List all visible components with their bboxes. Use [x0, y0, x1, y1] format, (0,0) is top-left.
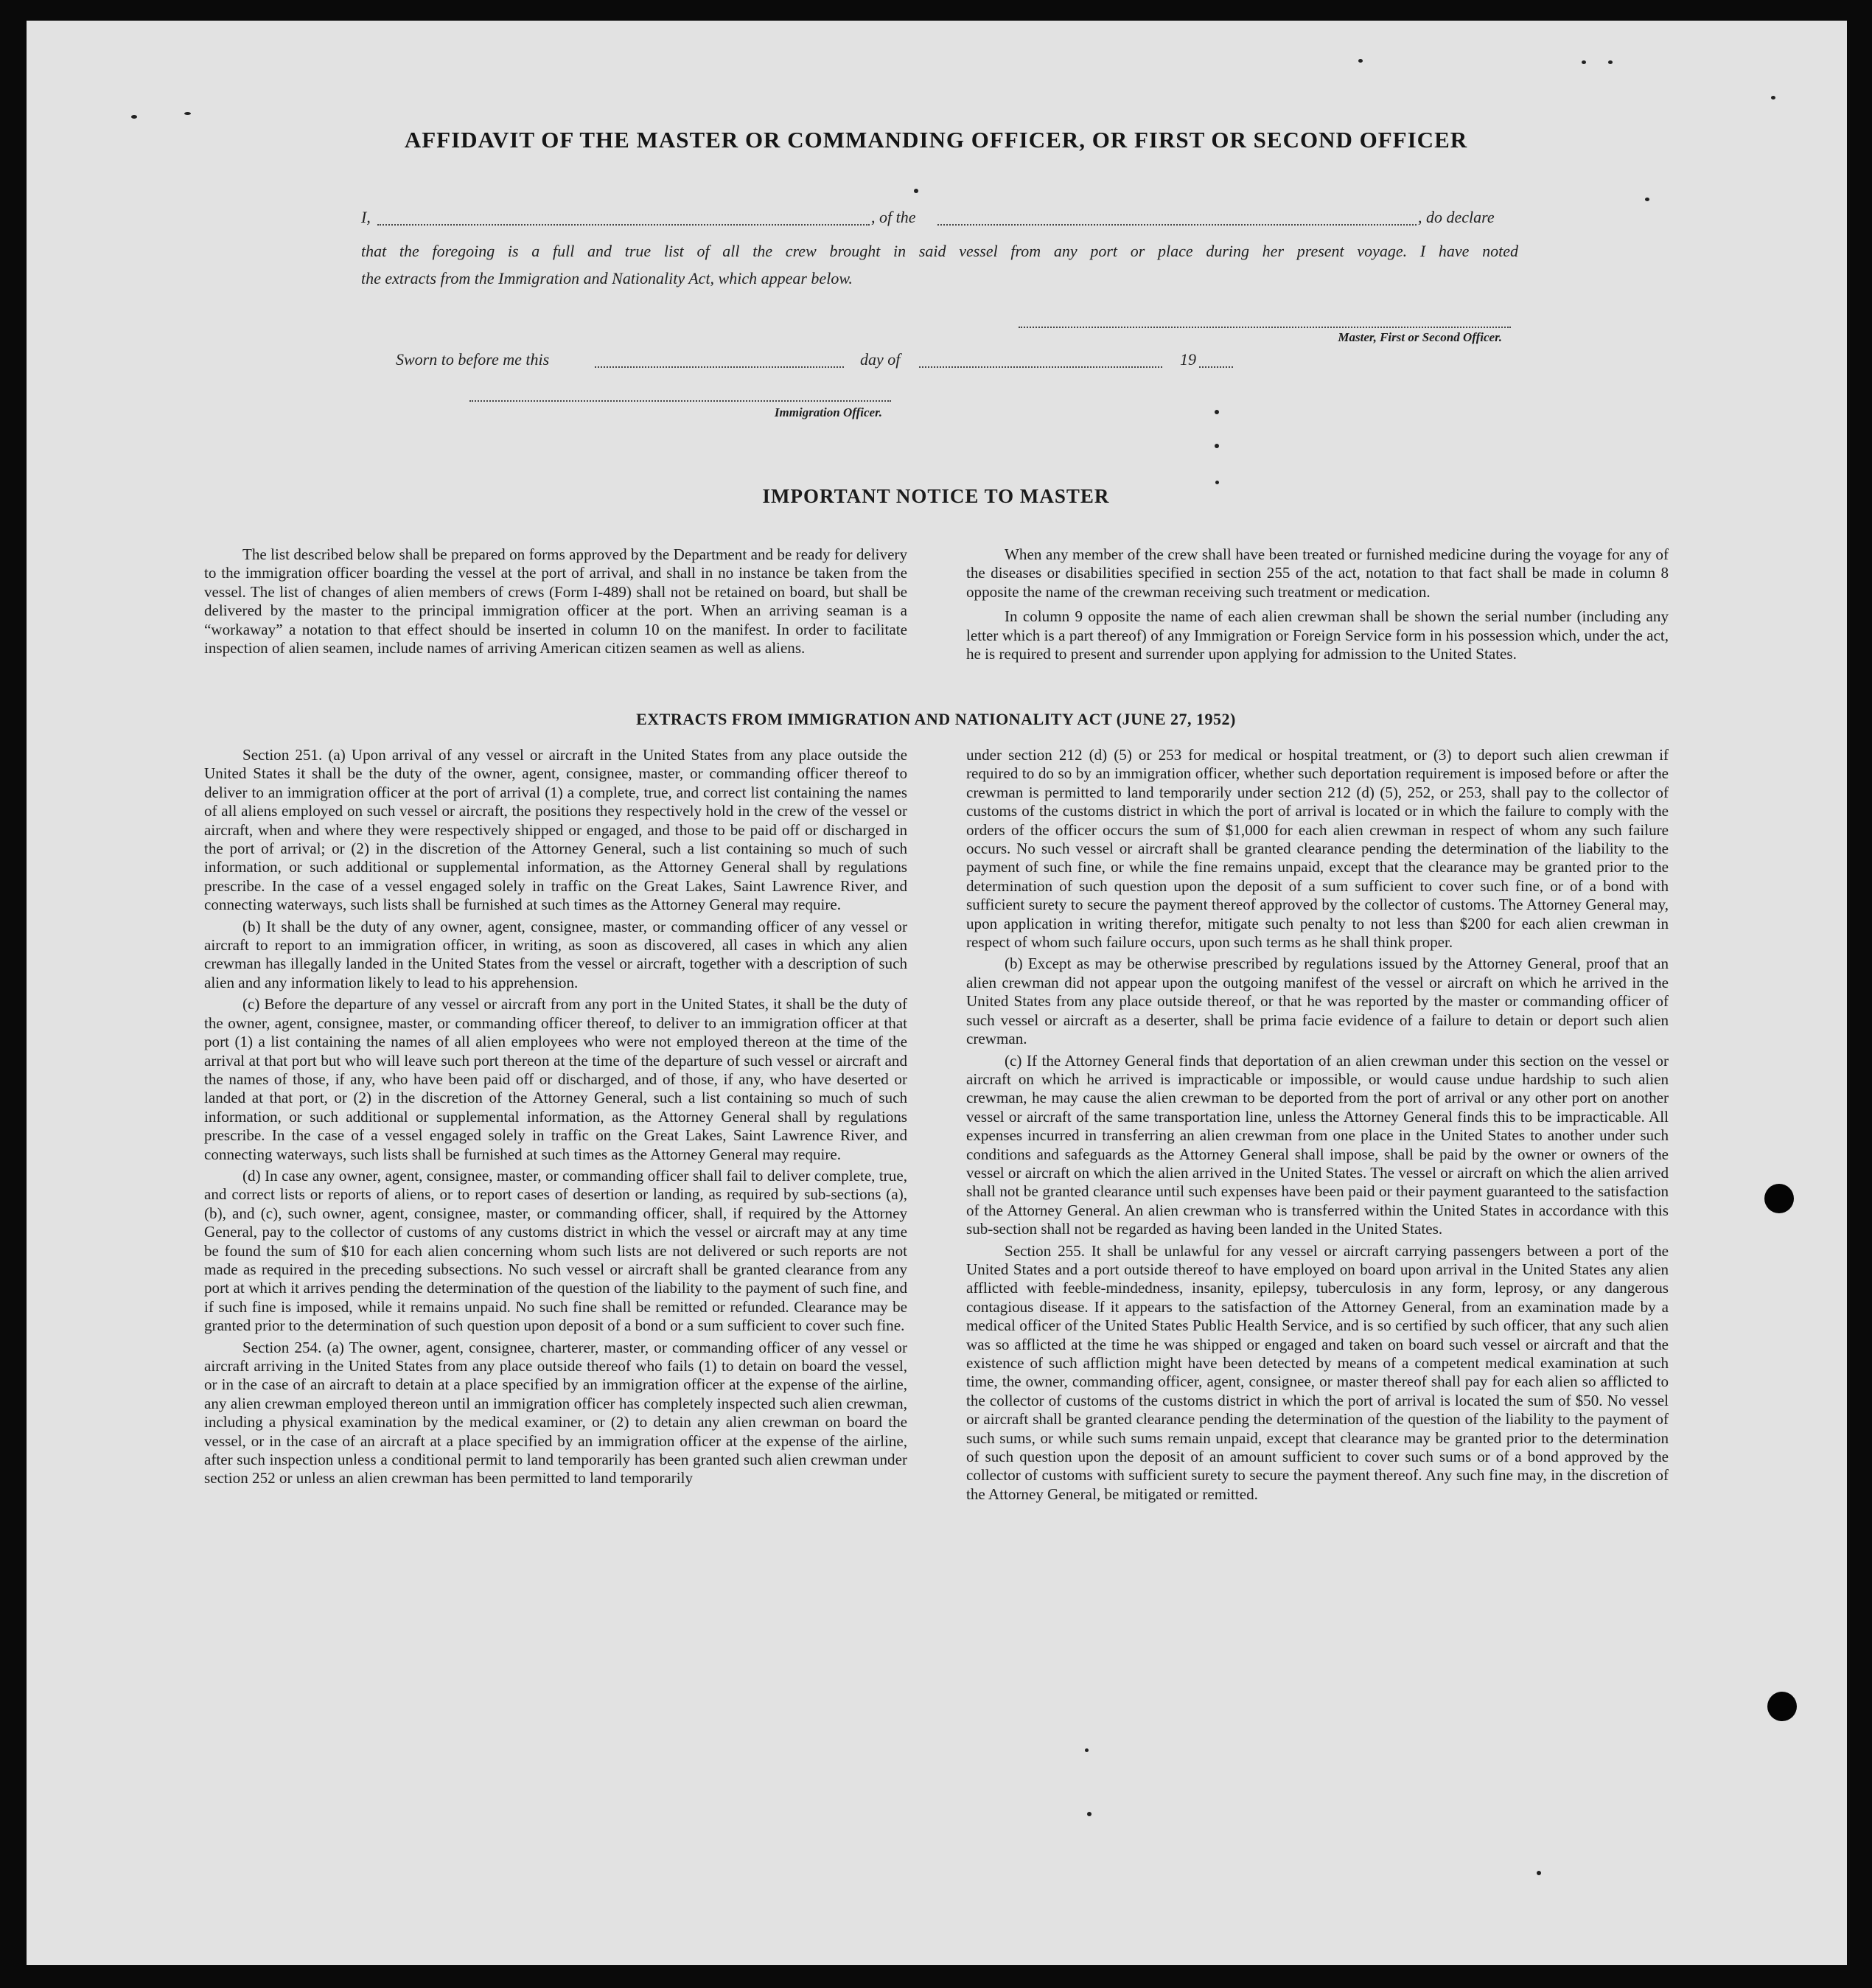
day-of-label: day of [860, 350, 901, 369]
affidavit-title: AFFIDAVIT OF THE MASTER OR COMMANDING OFFICER, OR FIRST OR SECOND OFFICER [404, 127, 1468, 153]
master-signature-line[interactable] [1019, 327, 1511, 328]
notice-left-paragraph: The list described below shall be prepared on forms approved by the Department and be ready for delivery to the immigration officer boarding the vessel at the port of arrival, and shall in no instance be taken from the vessel. The list of changes of alien members of crews (Form I-489) shall not be retained on board, but shall be delivered by the master to the principal immigration officer at the port. When an arriving seaman is a “workaway” a notation to that effect should be inserted in column 10 on the manifest. In order to facilitate inspection of alien seamen, include names of arriving American citizen seamen as well as aliens. [204, 545, 907, 658]
scan-speck [914, 189, 918, 193]
sworn-year-field[interactable] [1199, 366, 1233, 368]
section-251-a: Section 251. (a) Upon arrival of any vessel or aircraft in the United States from any place outside the United States it shall be the duty of the owner, agent, consignee, master, or commanding officer thereof to deliver to an immigration officer at the port of arrival (1) a complete, true, and correct list containing the names of all aliens employed on such vessel or aircraft, the positions they respectively hold in the crew of the vessel or aircraft, when and where they were respectively shipped or engaged, and those to be paid off or discharged in the port of arrival; or (2) in the discretion of the Attorney General, such a list containing so much of such information, or such additional or supplemental information, as the Attorney General shall by regulations prescribe. In the case of a vessel engaged solely in traffic on the Great Lakes, Saint Lawrence River, and connecting waterways, such lists shall be furnished at such times as the Attorney General may require. [204, 746, 907, 914]
sworn-month-field[interactable] [919, 366, 1162, 368]
notice-right-paragraph-2: In column 9 opposite the name of each alien crewman shall be shown the serial number (including any letter which is a part thereof) of any Immigration or Foreign Service form in his possession which, under the act, he is required to present and surrender upon applying for admission to the United States. [966, 607, 1669, 663]
sworn-label: Sworn to before me this [396, 350, 550, 369]
affidavit-statement [361, 237, 1518, 292]
scan-speck [1645, 198, 1649, 201]
affidavit-declare-line [361, 208, 1518, 231]
sworn-line [396, 350, 1236, 374]
section-251-c: (c) Before the departure of any vessel or aircraft from any port in the United States, it shall be the duty of the owner, agent, consignee, master, or commanding officer thereof, to deliver to an immigration officer at that port (1) a list containing the names of all alien employees who were not employed thereon at the time of the arrival at that port but who will leave such port thereon at the time of the departure of such vessel or aircraft and the names of those, if any, who have been paid off or discharged, and of those, if any, who have deserted or landed at that port, or (2) in the discretion of the Attorney General, such a list containing so much of such information, or such additional or supplemental information, as the Attorney General shall by regulations prescribe. In the case of a vessel engaged solely in traffic on the Great Lakes, Saint Lawrence River, and connecting waterways, such lists shall be furnished at such times as the Attorney General may require. [204, 995, 907, 1163]
scan-speck [1215, 444, 1219, 448]
scan-speck [184, 112, 191, 115]
section-251-b: (b) It shall be the duty of any owner, agent, consignee, master, or commanding officer of any vessel or aircraft to report to an immigration officer, in writing, as soon as discovered, all cases in which any alien crewman has illegally landed in the United States from the vessel or aircraft, together with a description of such alien and any information likely to lead to his apprehension. [204, 917, 907, 991]
section-254-a-continued: under section 212 (d) (5) or 253 for medical or hospital treatment, or (3) to deport such alien crewman if required to do so by an immigration officer, whether such deportation requirement is imposed before or after the crewman is permitted to land temporarily under section 212 (d) (5), 252, or 253, shall pay to the collector of customs of the customs district in which the port of arrival is located or in which the failure to comply with the orders of the officer occurs the sum of $1,000 for each alien crewman in respect of whom any such failure occurs. No such vessel or aircraft shall be granted clearance pending the determination of the liability to the payment of such fine, or while the fine remains unpaid, except that the clearance may be granted prior to the determination of such question upon the deposit of a sum sufficient to cover such fine, or of a bond with sufficient surety to secure the payment thereof approved by the collector of customs. The Attorney General may, upon application in writing therefor, mitigate such penalty to not less than $200 for each alien crewman in respect of whom such failure occurs, upon such terms as he shall think proper. [966, 746, 1669, 952]
extracts-title: EXTRACTS FROM IMMIGRATION AND NATIONALITY ACT (JUNE 27, 1952) [636, 710, 1236, 728]
punch-hole-upper [1764, 1184, 1794, 1213]
notice-right-column [966, 545, 1669, 666]
statement-line-1: that the foregoing is a full and true list of all the crew brought in said vessel from any port or place during her present voyage. I have noted [361, 242, 1518, 260]
sworn-day-field[interactable] [595, 366, 844, 368]
i-label: I, [361, 208, 371, 226]
section-254-b: (b) Except as may be otherwise prescribed by regulations issued by the Attorney General, proof that an alien crewman did not appear upon the outgoing manifest of the vessel or aircraft on which he arrived in the United States from any place outside thereof, or that he was reported by the master or commanding officer of such vessel or aircraft as a deserter, shall be prima facie evidence of a failure to detain or deport such alien crewman. [966, 955, 1669, 1048]
scan-speck [1582, 60, 1586, 64]
immigration-officer-signature-line[interactable] [469, 400, 891, 402]
punch-hole-lower [1767, 1692, 1797, 1721]
section-254-c: (c) If the Attorney General finds that deportation of an alien crewman under this section on the vessel or aircraft on which he arrived is impracticable or impossible, or would cause undue hardship to such alien crewman, he may cause the alien crewman to be deported from the port of arrival or any other port on another vessel or aircraft of the same transportation line, unless the Attorney General finds this to be impracticable. All expenses incurred in transferring an alien crewman from one place in the United States to another under such conditions and safeguards as the Attorney General shall impose, shall be paid by the owner or owners of the vessel or aircraft on which the alien arrived in the United States. The vessel or aircraft on which the alien arrived shall not be granted clearance until such expenses have been paid or their payment guaranteed to the satisfaction of the Attorney General. An alien crewman who is transferred within the United States in accordance with this sub-section shall not be regarded as having been landed in the United States. [966, 1051, 1669, 1238]
of-the-label: , of the [871, 208, 916, 226]
scan-speck [1215, 410, 1219, 414]
scan-speck [1087, 1812, 1092, 1816]
scan-speck [1608, 60, 1613, 64]
immigration-officer-label: Immigration Officer. [774, 405, 882, 419]
extracts-left-column [204, 746, 907, 1491]
section-255: Section 255. It shall be unlawful for any vessel or aircraft carrying passengers between a port of the United States and a port outside thereof to have employed on board upon arrival in the United States any alien afflicted with feeble-mindedness, insanity, epilepsy, tuberculosis in any form, leprosy, or any dangerous contagious disease. If it appears to the satisfaction of the Attorney General, from an examination made by a medical officer of the United States Public Health Service, and is so certified by such officer, that any such alien was so afflicted at the time he was shipped or engaged and taken on board such vessel or aircraft and that the existence of such affliction might have been detected by means of a competent medical examination at such time, the owner, commanding officer, agent, consignee, or master thereof shall pay for each alien so afflicted to the collector of customs of the customs district in which the port of arrival is located the sum of $50. No vessel or aircraft shall be granted clearance pending the determination of the question of the liability to the payment of such sums, or while such sums remain unpaid, except that clearance may be granted prior to the determination of such question upon the deposit of an amount sufficient to cover such sums or of a bond approved by the collector of customs with sufficient surety to secure the payment thereof. Any such fine may, in the discretion of the Attorney General, be mitigated or remitted. [966, 1241, 1669, 1503]
do-declare-label: , do declare [1418, 208, 1495, 226]
section-254-a: Section 254. (a) The owner, agent, consignee, charterer, master, or commanding officer of any vessel or aircraft arriving in the United States from any place outside thereof who fails (1) to detain on board the vessel, or in the case of an aircraft to detain at a place specified by an immigration officer at the expense of the airline, any alien crewman employed thereon until an immigration officer has completely inspected such alien crewman, including a physical examination by the medical examiner, or (2) to detain any alien crewman on board the vessel, or in the case of an aircraft at a place specified by an immigration officer at the expense of the airline, after such inspection unless a conditional permit to land temporarily has been granted such alien crewman under section 252 or unless an alien crewman has been permitted to land temporarily [204, 1338, 907, 1487]
year-label: 19 [1180, 350, 1196, 369]
vessel-name-field[interactable] [937, 224, 1417, 226]
scan-speck [131, 115, 137, 119]
scan-speck [1215, 481, 1219, 484]
notice-right-paragraph-1: When any member of the crew shall have been treated or furnished medicine during the voyage for any of the diseases or disabilities specified in section 255 of the act, notation to that fact shall be made in column 8 opposite the name of the crewman receiving such treatment or medication. [966, 545, 1669, 601]
master-signature-label: Master, First or Second Officer. [1338, 330, 1502, 344]
scan-speck [1771, 96, 1775, 100]
notice-left-column [204, 545, 907, 660]
scan-speck [1085, 1748, 1089, 1752]
extracts-right-column [966, 746, 1669, 1507]
declarant-name-field[interactable] [377, 224, 870, 226]
section-251-d: (d) In case any owner, agent, consignee, master, or commanding officer shall fail to deliver complete, true, and correct lists or reports of aliens, or to report cases of desertion or landing, as required by sub-sections (a), (b), and (c), such owner, agent, consignee, master, or commanding officer, shall, if required by the Attorney General, pay to the collector of customs of any customs district in which the vessel or aircraft may at any time be found the sum of $10 for each alien concerning whom such lists are not delivered or such reports are not made as required in the preceding subsections. No such vessel or aircraft shall be granted clearance from any port at which it arrives pending the determination of the question of the liability to the payment of such fine, and if such fine is imposed, while it remains unpaid. No such fine shall be remitted or refunded. Clearance may be granted prior to the determination of such question upon deposit of a bond or a sum sufficient to cover such fine. [204, 1166, 907, 1335]
scan-speck [1537, 1871, 1541, 1875]
notice-title: IMPORTANT NOTICE TO MASTER [762, 485, 1110, 507]
scan-speck [1358, 59, 1363, 63]
statement-line-2: the extracts from the Immigration and Nationality Act, which appear below. [361, 269, 853, 287]
